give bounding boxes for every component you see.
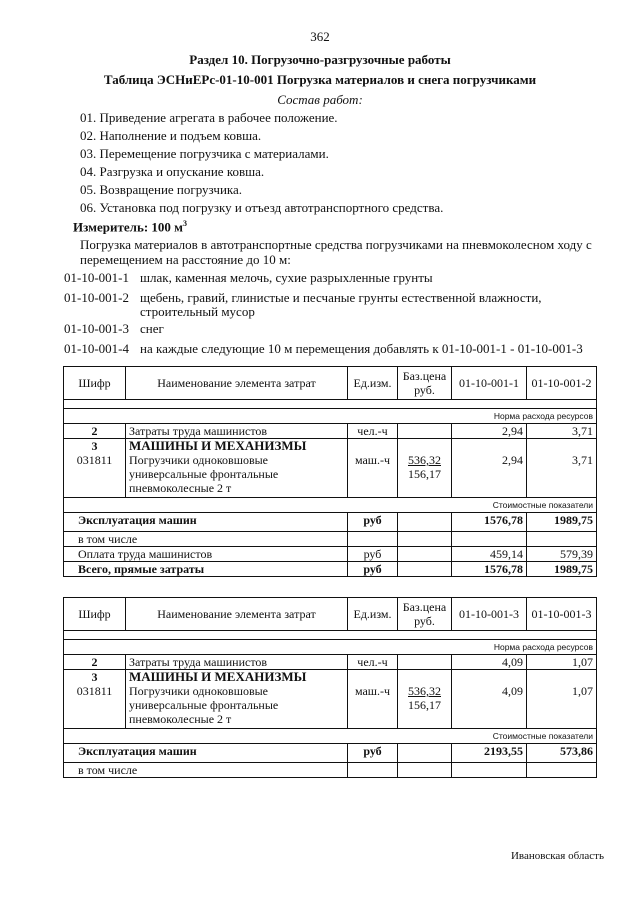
cost-unit: руб bbox=[348, 547, 398, 562]
header-price: Баз.цена руб. bbox=[398, 598, 452, 631]
code-desc: снег bbox=[140, 321, 164, 336]
cost-v1: 1576,78 bbox=[452, 513, 527, 532]
table-row bbox=[64, 655, 597, 670]
cell-v1: 2,94 bbox=[452, 424, 527, 439]
header-unit: Ед.изм. bbox=[348, 598, 398, 631]
measure-label: Измеритель: 100 $м^3$ bbox=[73, 219, 188, 235]
cell-unit: чел.-ч bbox=[348, 424, 398, 439]
cost-unit: руб bbox=[348, 513, 398, 532]
work-item: 01. Приведение агрегата в рабочее положение. bbox=[80, 110, 338, 125]
header-col2: 01-10-001-2 bbox=[527, 367, 597, 400]
cost-name: в том числе bbox=[64, 763, 348, 778]
cost-v2: 573,86 bbox=[527, 744, 597, 763]
table-row bbox=[64, 562, 597, 577]
header-unit: Ед.изм. bbox=[348, 367, 398, 400]
work-item: 04. Разгрузка и опускание ковша. bbox=[80, 164, 265, 179]
cost-label: Стоимостные показатели bbox=[64, 498, 597, 513]
cost-v1: 2193,55 bbox=[452, 744, 527, 763]
cell-unit: чел.-ч bbox=[348, 655, 398, 670]
table-title: Таблица ЭСНиЕРс-01-10-001 Погрузка материалов и снега погрузчиками bbox=[103, 72, 537, 87]
header-code: Шифр bbox=[64, 598, 126, 631]
cell-num: 2 bbox=[64, 655, 126, 670]
code-id: 01-10-001-4 bbox=[64, 341, 129, 356]
machine-name: Погрузчики одноковшовые bbox=[129, 684, 269, 698]
header-col1: 01-10-001-3 bbox=[452, 598, 527, 631]
cell-price2: 156,17 bbox=[408, 698, 441, 712]
table-row bbox=[64, 513, 597, 532]
cell-code: 031811 bbox=[76, 684, 113, 698]
cost-label: Стоимостные показатели bbox=[64, 729, 597, 744]
footer-region: Ивановская область bbox=[510, 850, 604, 862]
cell-price1: 536,32 bbox=[408, 684, 441, 698]
cell-v1: 4,09 bbox=[502, 684, 523, 698]
cell-unit: маш.-ч bbox=[354, 684, 391, 698]
cost-table-1 bbox=[63, 366, 597, 577]
code-id: 01-10-001-2 bbox=[64, 290, 129, 305]
table-row bbox=[64, 763, 597, 778]
cell-v1: 2,94 bbox=[502, 453, 523, 467]
intro-line: перемещением на расстояние до 10 м: bbox=[80, 252, 291, 267]
code-row bbox=[64, 321, 164, 337]
cell-num: 3 bbox=[91, 439, 98, 453]
cell-v2: 1,07 bbox=[572, 684, 593, 698]
section-title: Раздел 10. Погрузочно-разгрузочные работы bbox=[189, 52, 451, 67]
machine-name: пневмоколесные 2 т bbox=[129, 712, 232, 726]
table-row bbox=[64, 670, 597, 729]
cost-v2: 1989,75 bbox=[527, 562, 597, 577]
table-row bbox=[64, 547, 597, 562]
intro-line: Погрузка материалов в автотранспортные средства погрузчиками на пневмоколесном ходу с bbox=[80, 237, 592, 252]
cell-unit: маш.-ч bbox=[354, 453, 391, 467]
norm-label: Норма расхода ресурсов bbox=[64, 640, 597, 655]
header-col2: 01-10-001-3 bbox=[527, 598, 597, 631]
work-item: 02. Наполнение и подъем ковша. bbox=[80, 128, 262, 143]
machine-name: универсальные фронтальные bbox=[129, 467, 279, 481]
cell-v2: 3,71 bbox=[572, 453, 593, 467]
work-item: 03. Перемещение погрузчика с материалами. bbox=[80, 146, 329, 161]
machine-name: Погрузчики одноковшовые bbox=[129, 453, 269, 467]
code-id: 01-10-001-1 bbox=[64, 270, 129, 285]
machine-name: универсальные фронтальные bbox=[129, 698, 279, 712]
cell-v2: 1,07 bbox=[527, 655, 597, 670]
cell-num: 2 bbox=[64, 424, 126, 439]
table-row bbox=[64, 424, 597, 439]
table-row bbox=[64, 532, 597, 547]
cost-name: Всего, прямые затраты bbox=[64, 562, 348, 577]
code-id: 01-10-001-3 bbox=[64, 321, 129, 336]
machines-title: МАШИНЫ И МЕХАНИЗМЫ bbox=[129, 669, 307, 684]
code-desc: щебень, гравий, глинистые и песчаные грунты естественной влажности, bbox=[140, 290, 542, 305]
cell-num: 3 bbox=[91, 670, 98, 684]
norm-label: Норма расхода ресурсов bbox=[64, 409, 597, 424]
cost-v2: 579,39 bbox=[527, 547, 597, 562]
cost-v2: 1989,75 bbox=[527, 513, 597, 532]
cell-name: Затраты труда машинистов bbox=[126, 424, 348, 439]
table-row bbox=[64, 439, 597, 498]
cell-code: 031811 bbox=[76, 453, 113, 467]
table-row bbox=[64, 744, 597, 763]
cost-name: Эксплуатация машин bbox=[64, 744, 348, 763]
machines-title: МАШИНЫ И МЕХАНИЗМЫ bbox=[129, 438, 307, 453]
header-code: Шифр bbox=[64, 367, 126, 400]
cost-unit: руб bbox=[348, 562, 398, 577]
cost-unit: руб bbox=[348, 744, 398, 763]
cost-v1: 459,14 bbox=[452, 547, 527, 562]
page-number: 362 bbox=[310, 29, 330, 44]
code-row bbox=[64, 341, 583, 357]
header-col1: 01-10-001-1 bbox=[452, 367, 527, 400]
cell-v2: 3,71 bbox=[527, 424, 597, 439]
cell-price1: 536,32 bbox=[408, 453, 441, 467]
header-name: Наименование элемента затрат bbox=[126, 367, 348, 400]
cost-table-2 bbox=[63, 597, 597, 778]
work-item: 05. Возвращение погрузчика. bbox=[80, 182, 243, 197]
cost-name: Эксплуатация машин bbox=[64, 513, 348, 532]
code-desc: шлак, каменная мелочь, сухие разрыхленные грунты bbox=[140, 270, 433, 285]
code-desc-cont: строительный мусор bbox=[140, 304, 255, 319]
measure-sup: 3 bbox=[183, 219, 188, 228]
cost-v1: 1576,78 bbox=[452, 562, 527, 577]
cell-v1: 4,09 bbox=[452, 655, 527, 670]
code-row bbox=[64, 290, 542, 306]
code-desc: на каждые следующие 10 м перемещения добавлять к 01-10-001-1 - 01-10-001-3 bbox=[140, 341, 583, 356]
code-row bbox=[64, 270, 433, 286]
cost-name: Оплата труда машинистов bbox=[64, 547, 348, 562]
machine-name: пневмоколесные 2 т bbox=[129, 481, 232, 495]
cost-name: в том числе bbox=[64, 532, 348, 547]
composition-title: Состав работ: bbox=[277, 92, 363, 107]
header-name: Наименование элемента затрат bbox=[126, 598, 348, 631]
header-price: Баз.цена руб. bbox=[398, 367, 452, 400]
cell-name: Затраты труда машинистов bbox=[126, 655, 348, 670]
work-item: 06. Установка под погрузку и отъезд автотранспортного средства. bbox=[80, 200, 444, 215]
cell-price2: 156,17 bbox=[408, 467, 441, 481]
